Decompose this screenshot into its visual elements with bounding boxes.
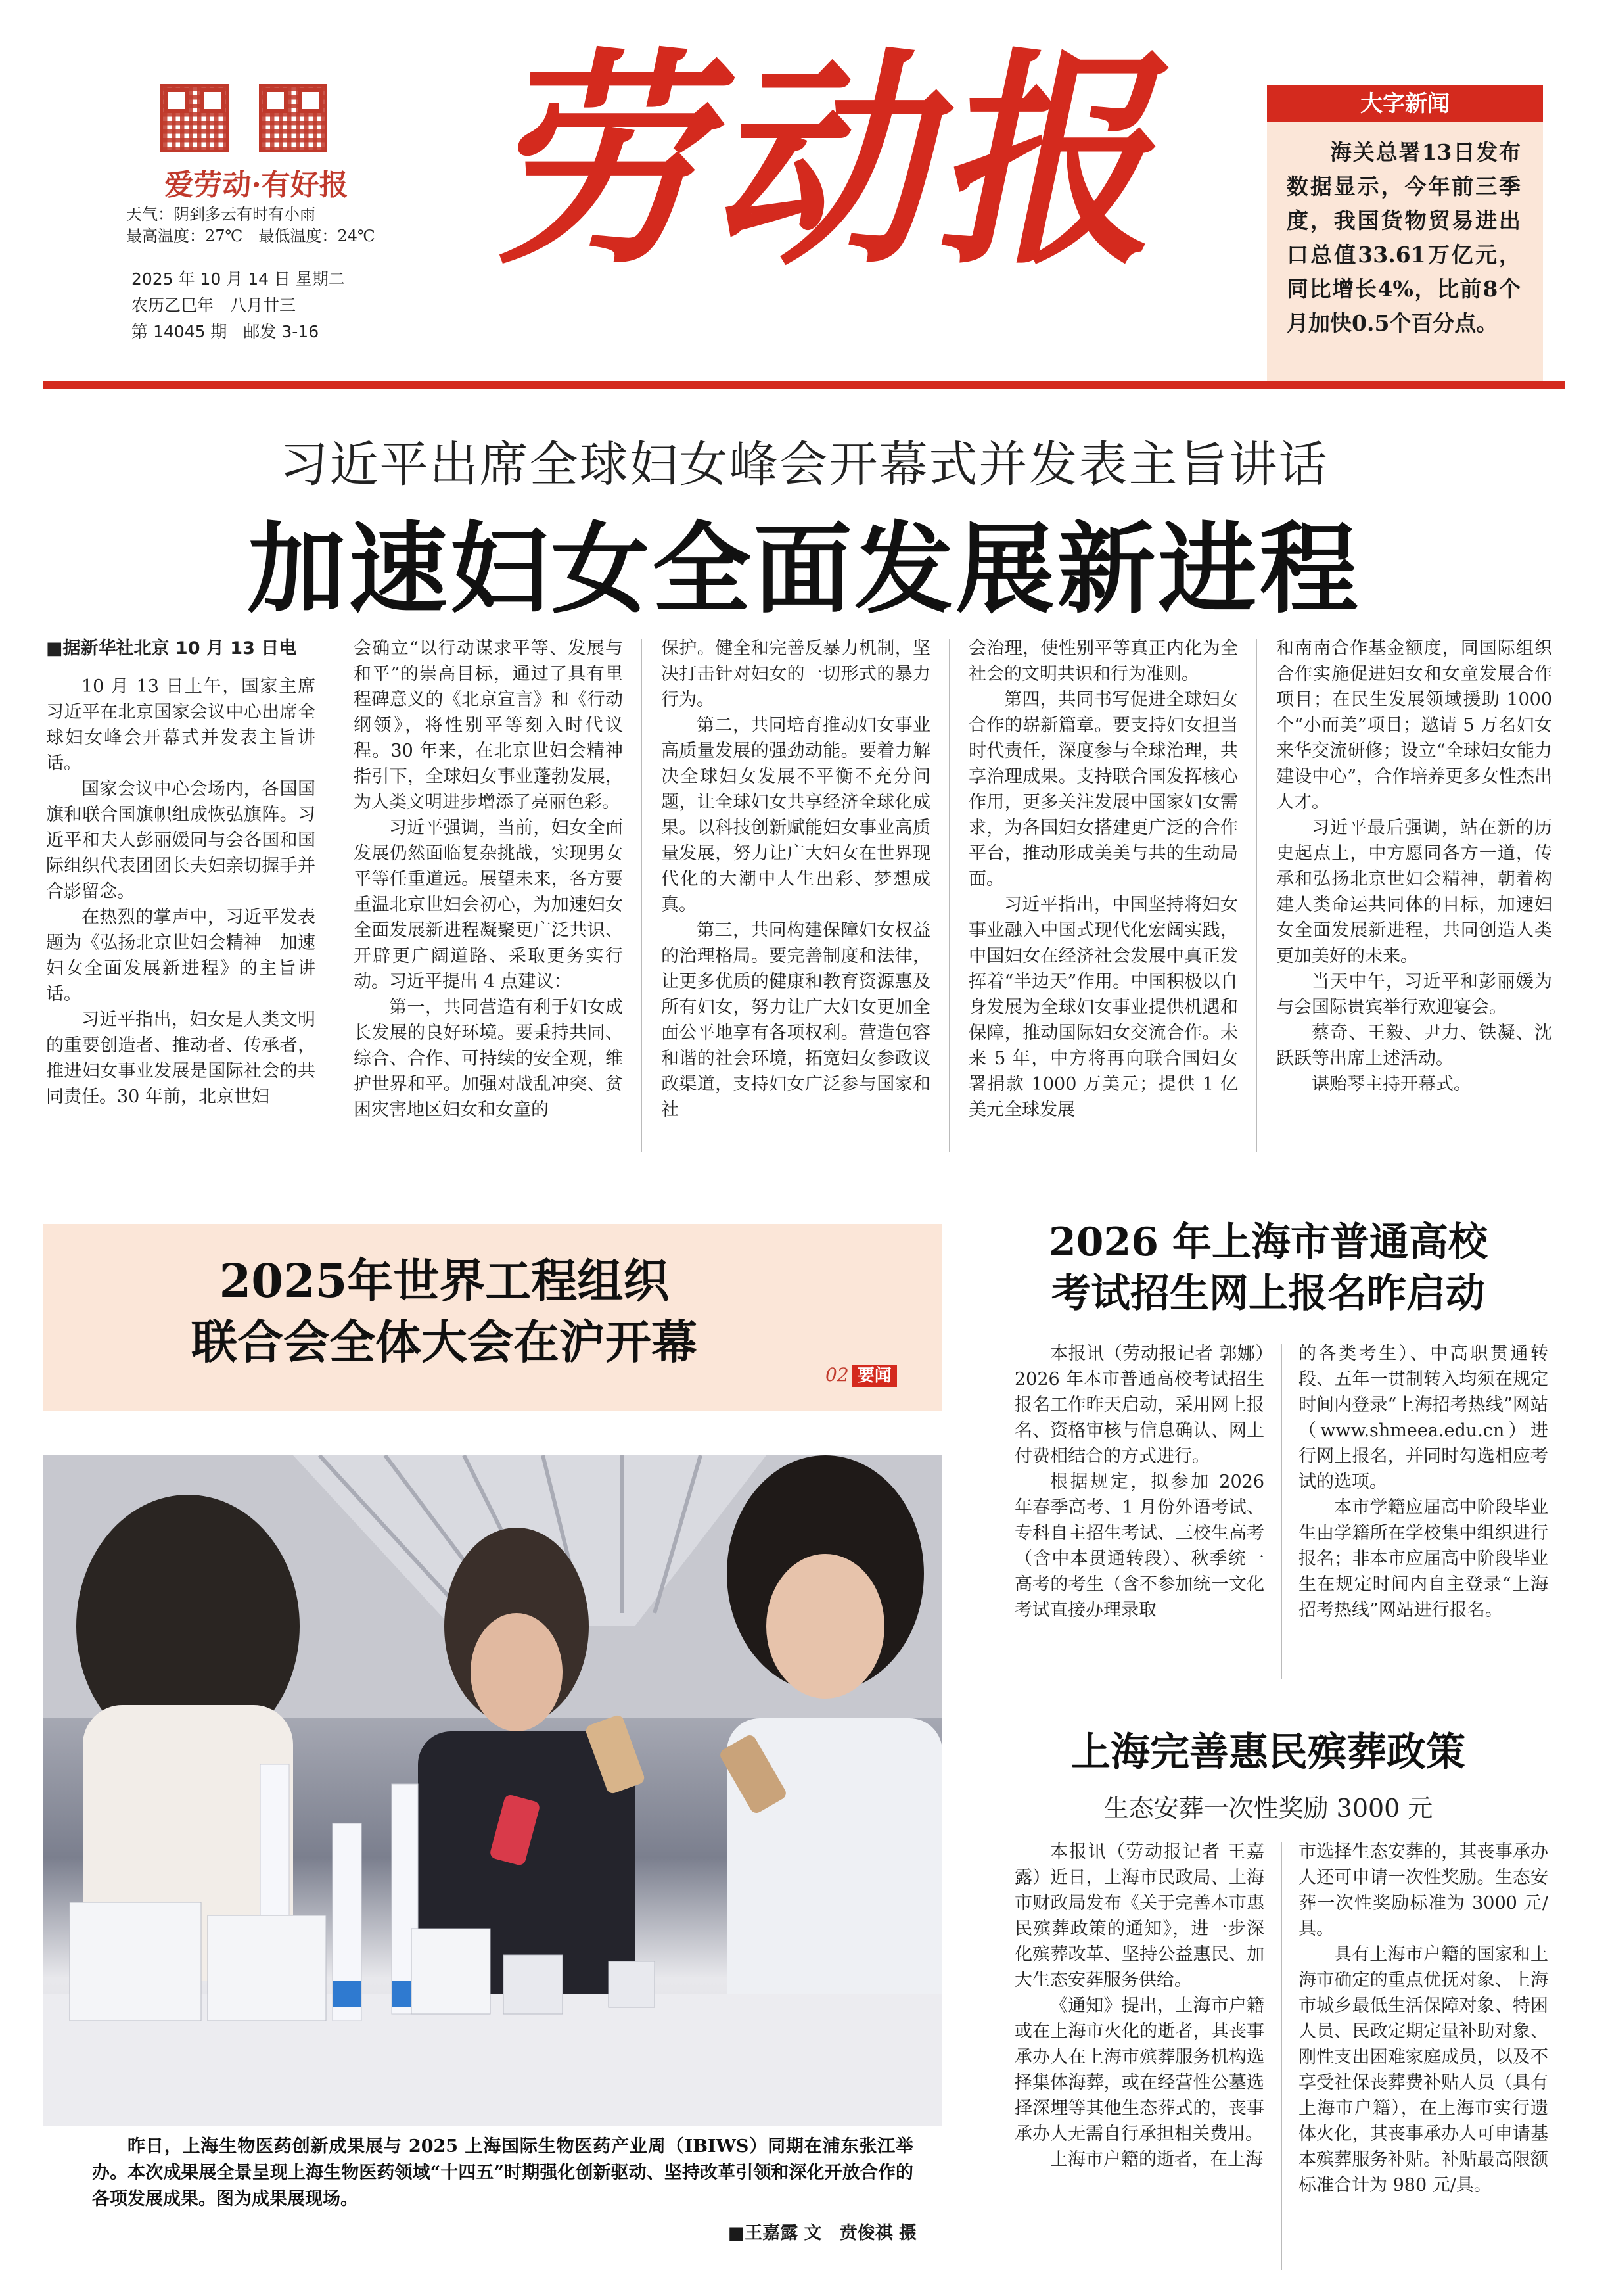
exam-column-2: 的各类考生）、中高职贯通转段、五年一贯制转入均须在规定时间内登录“上海招考热线”网站（www.shmeea.edu.cn）进行网上报名，并同时勾选相应考试的选项。 本市学籍应届高中阶段毕业生由学籍所在学校集中组织进行报名；非本市应届高中阶段毕业生在规定时间内自主登录“上海招考热线”网站进行报名。 bbox=[1298, 1344, 1548, 1620]
lead-kicker: 习近平出席全球妇女峰会开幕式并发表主旨讲话 bbox=[279, 436, 1329, 493]
feature-title-line2: 联合会全体大会在沪开幕 bbox=[191, 1315, 697, 1369]
photo-caption: 昨日，上海生物医药创新成果展与 2025 上海国际生物医药产业周（IBIWS）同期在浦东张江举办。本次成果展全景呈现上海生物医药领域“十四五”时期强化创新驱动、坚持改革引领和深化开放合作的各项发展成果。图为成果展现场。 bbox=[92, 2136, 913, 2209]
lunar-date: 农历乙巳年 八月廿三 bbox=[131, 296, 296, 315]
feature-teaser-box[interactable] bbox=[43, 1224, 942, 1411]
issue-date: 2025 年 10 月 14 日 星期二 bbox=[131, 269, 345, 289]
slogan: 爱劳动·有好报 bbox=[164, 168, 348, 202]
lead-dateline: ■据新华社北京 10 月 13 日电 bbox=[46, 638, 297, 659]
newspaper-logo: 劳动报 bbox=[477, 27, 1205, 295]
page-section-label: 要闻 bbox=[852, 1365, 897, 1387]
exam-title-line1: 2026 年上海市普通高校 bbox=[1049, 1219, 1488, 1265]
issue-info bbox=[131, 266, 394, 345]
funeral-column-2: 市选择生态安葬的，其丧事承办人还可申请一次性奖励。生态安葬一次性奖励标准为 3000 元/具。 具有上海市户籍的国家和上海市确定的重点优抚对象、上海市城乡最低生活保障对象、特困人员、民政定期定量补助对象、刚性支出困难家庭成员，以及不享受社保丧葬费补贴人员（具有上海市户籍），在上海市实行遗体火化，其丧事承办人可申请基本殡葬服务补贴。补贴最高限额标准合计为 980 元/具。 bbox=[1298, 1842, 1548, 2195]
photo-scene bbox=[43, 1455, 942, 2126]
lead-column-4: 会治理，使性别平等真正内化为全社会的文明共识和行为准则。 第四，共同书写促进全球妇女合作的崭新篇章。要支持妇女担当时代责任，深度参与全球治理，共享治理成果。支持联合国发挥核心作用，更多关注发展中国家妇女需求，为各国妇女搭建更广泛的合作平台，推动形成美美与共的生动局面。 习近平指出，中国坚持将妇女事业融入中国式现代化宏阔实践，中国妇女在经济社会发展中真正发挥着“半边天”作用。中国积极以自身发展为全球妇女事业提供机遇和保障，推动国际妇女交流合作。未来 5 年，中方将再向联合国妇女署捐款 1000 万美元；提供 1 亿美元全球发展 bbox=[969, 638, 1238, 1120]
issue-number: 第 14045 期 邮发 3-16 bbox=[131, 322, 319, 341]
big-news-label: 大字新闻 bbox=[1267, 85, 1543, 122]
column-rule bbox=[1256, 639, 1257, 1152]
lead-column-2: 会确立“以行动谋求平等、发展与和平”的崇高目标，通过了具有里程碑意义的《北京宣言》和《行动纲领》，将性别平等刻入时代议程。30 年来，在北京世妇会精神指引下，全球妇女事业蓬勃发展，为人类文明进步增添了亮丽色彩。 习近平强调，当前，妇女全面发展仍然面临复杂挑战，实现男女平等任重道远。展望未来，各方要重温北京世妇会初心，为加速妇女全面发展新进程凝聚更广泛共识、开辟更广阔道路、采取更务实行动。习近平提出 4 点建议： 第一，共同营造有利于妇女成长发展的良好环境。要秉持共同、综合、合作、可持续的安全观，维护世界和平。加强对战乱冲突、贫困灾害地区妇女和女童的 bbox=[354, 638, 623, 1120]
weather-info bbox=[126, 204, 389, 247]
lead-column-5: 和南南合作基金额度，同国际组织合作实施促进妇女和女童发展合作项目；在民生发展领域援助 1000 个“小而美”项目；邀请 5 万名妇女来华交流研修；设立“全球妇女能力建设中心”，合作培养更多女性杰出人才。 习近平最后强调，站在新的历史起点上，中方愿同各方一道，传承和弘扬北京世妇会精神，朝着构建人类命运共同体的目标，加速妇女全面发展新进程，共同创造人类更加美好的未来。 当天中午，习近平和彭丽媛为与会国际贵宾举行欢迎宴会。 蔡奇、王毅、尹力、铁凝、沈跃跃等出席上述活动。 谌贻琴主持开幕式。 bbox=[1276, 638, 1552, 1094]
funeral-deck: 生态安葬一次性奖励 3000 元 bbox=[1103, 1794, 1433, 1823]
masthead-rule bbox=[43, 381, 1565, 389]
lead-column-3: 保护。健全和完善反暴力机制，坚决打击针对妇女的一切形式的暴力行为。 第二，共同培育推动妇女事业高质量发展的强劲动能。要着力解决全球妇女发展不平衡不充分问题，让全球妇女共享经济全球化成果。以科技创新赋能妇女事业高质量发展，努力让广大妇女在世界现代化的大潮中人生出彩、梦想成真。 第三，共同构建保障妇女权益的治理格局。要完善制度和法律，让更多优质的健康和教育资源惠及所有妇女，努力让广大妇女更加全面公平地享有各项权利。营造包容和谐的社会环境，拓宽妇女参政议政渠道，支持妇女广泛参与国家和社 bbox=[661, 638, 930, 1120]
column-rule bbox=[1281, 1344, 1282, 1679]
funeral-column-1: 本报讯（劳动报记者 王嘉露）近日，上海市民政局、上海市财政局发布《关于完善本市惠民殡葬政策的通知》，进一步深化殡葬改革、坚持公益惠民、加大生态安葬服务供给。 《通知》提出，上海市户籍或在上海市火化的逝者，其丧事承办人在上海市殡葬服务机构选择集体海葬，或在经营性公墓选择深埋等其他生态葬式的，丧事承办人无需自行承担相关费用。 上海市户籍的逝者，在上海 bbox=[1015, 1842, 1264, 2170]
qr-code-right[interactable] bbox=[259, 84, 327, 152]
column-rule bbox=[949, 639, 950, 1152]
exam-column-1: 本报讯（劳动报记者 郭娜）2026 年本市普通高校考试招生报名工作昨天启动，采用网上报名、资格审核与信息确认、网上付费相结合的方式进行。 根据规定，拟参加 2026 年春季高考、1 月份外语考试、专科自主招生考试、三校生高考（含中本贯通转段）、秋季统一高考的考生（含不参加统一文化考试直接办理录取 bbox=[1015, 1344, 1264, 1620]
weather-text: 天气：阴到多云有时有小雨 bbox=[126, 205, 315, 223]
big-news-text: 海关总署13日发布数据显示，今年前三季度，我国货物贸易进出口总值33.61万亿元，同比增长4%，比前8个月加快0.5个百分点。 bbox=[1267, 122, 1543, 382]
temperature-text: 最高温度：27℃ 最低温度：24℃ bbox=[126, 227, 375, 245]
lead-column-1: 10 月 13 日上午，国家主席习近平在北京国家会议中心出席全球妇女峰会开幕式并发表主旨讲话。 国家会议中心会场内，各国国旗和联合国旗帜组成恢弘旗阵。习近平和夫人彭丽媛同与会各国和国际组织代表团团长夫妇亲切握手并合影留念。 在热烈的掌声中，习近平发表题为《弘扬北京世妇会精神 加速妇女全面发展新进程》的主旨讲话。 习近平指出，妇女是人类文明的重要创造者、推动者、传承者，推进妇女事业发展是国际社会的共同责任。30 年前，北京世妇 bbox=[46, 676, 315, 1107]
column-rule bbox=[641, 639, 642, 1152]
photo-credit: ■王嘉露 文 贲俊祺 摄 bbox=[727, 2223, 917, 2243]
news-photo bbox=[43, 1455, 942, 2126]
qr-code-left[interactable] bbox=[160, 84, 229, 152]
page-reference bbox=[825, 1362, 897, 1386]
exam-title-line2: 考试招生网上报名昨启动 bbox=[1051, 1271, 1485, 1317]
lead-headline: 加速妇女全面发展新进程 bbox=[247, 511, 1361, 627]
page-number: 02 bbox=[825, 1364, 849, 1386]
feature-title-line1: 2025年世界工程组织 bbox=[219, 1253, 670, 1308]
big-news-box bbox=[1267, 85, 1543, 382]
column-rule bbox=[1281, 1842, 1282, 2270]
funeral-title: 上海完善惠民殡葬政策 bbox=[1071, 1729, 1465, 1775]
